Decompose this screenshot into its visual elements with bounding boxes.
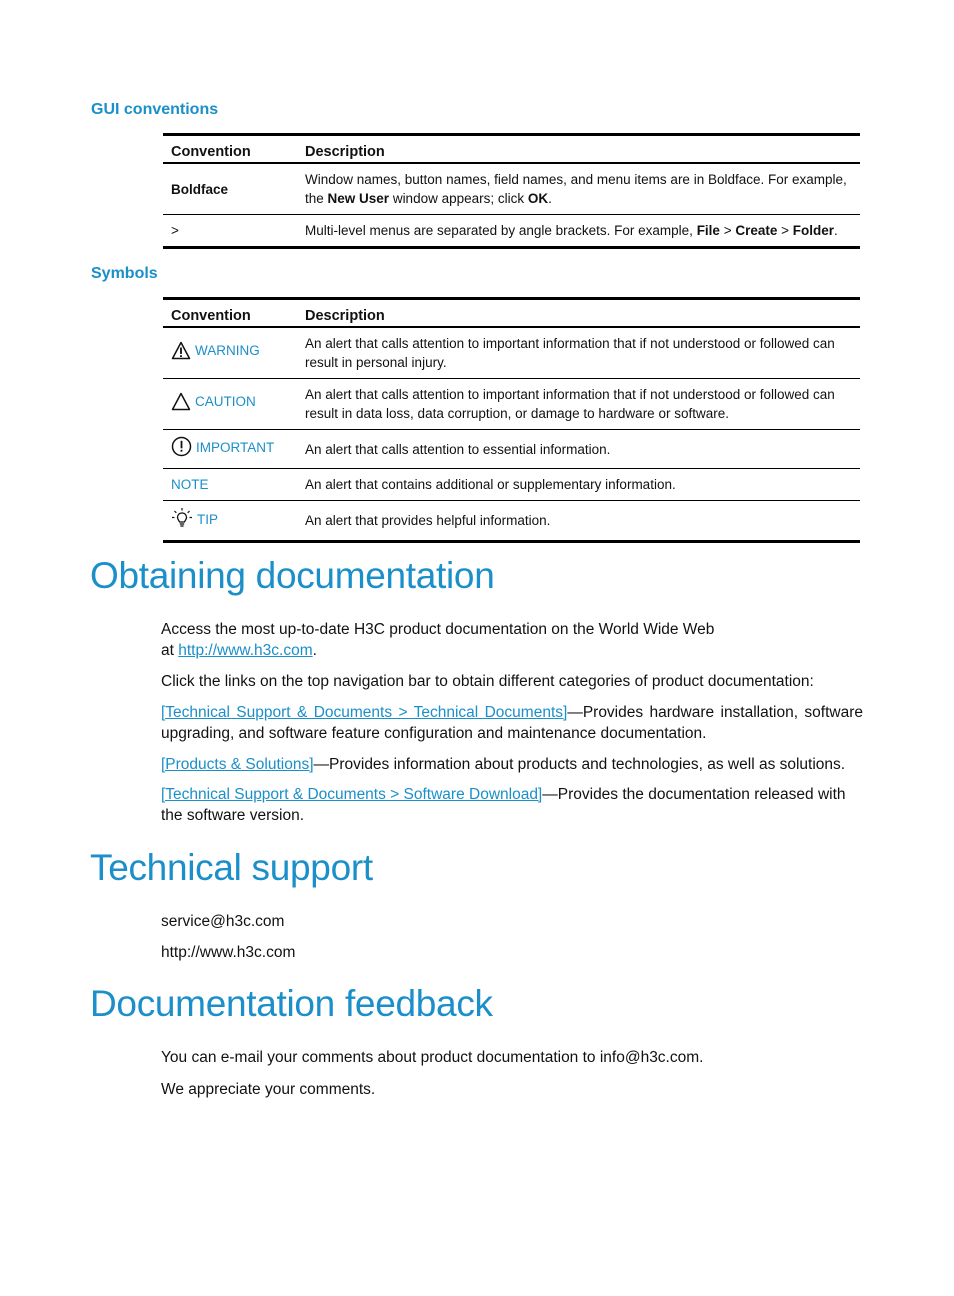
table-row <box>163 469 860 501</box>
column-header-description: Description <box>297 299 860 328</box>
paragraph-text: —Provides hardware installation, software upgrading, and software feature configuration and maintenance documentation. <box>161 704 863 742</box>
description-text: . <box>834 223 838 238</box>
paragraph-text: . <box>312 642 317 659</box>
description-text: Multi-level menus are separated by angle brackets. For example, <box>305 223 697 238</box>
description-text: > <box>777 223 793 238</box>
table-row <box>163 215 860 248</box>
feedback-paragraph: You can e-mail your comments about product documentation to info@h3c.com. <box>161 1049 704 1066</box>
symbol-cell <box>163 469 297 501</box>
table-header-row <box>163 135 860 164</box>
symbol-cell <box>163 379 297 430</box>
table-header-row <box>163 299 860 328</box>
caution-icon <box>171 392 191 411</box>
table-row <box>163 327 860 379</box>
description-cell: An alert that calls attention to essential information. <box>297 430 860 469</box>
technical-documents-link[interactable]: [Technical Support & Documents > Technical Documents] <box>161 704 568 721</box>
paragraph-text: —Provides the documentation released with the software version. <box>161 786 846 824</box>
description-text: > <box>719 223 736 238</box>
warning-icon <box>171 341 191 360</box>
software-download-paragraph <box>161 784 863 826</box>
table-row <box>163 163 860 215</box>
bold-term: OK <box>527 191 549 206</box>
support-website: http://www.h3c.com <box>161 944 296 961</box>
symbol-cell <box>163 430 297 469</box>
column-header-convention: Convention <box>163 299 297 328</box>
symbol-cell <box>163 327 297 379</box>
technical-documents-paragraph <box>161 702 863 744</box>
obtaining-documentation-heading: Obtaining documentation <box>90 555 495 596</box>
h3c-website-link[interactable]: http://www.h3c.com <box>178 642 313 659</box>
bold-term: New User <box>327 191 390 206</box>
symbols-heading: Symbols <box>91 265 158 282</box>
paragraph-text: —Provides information about products and technologies, as well as solutions. <box>313 756 846 773</box>
paragraph-text: at <box>161 642 179 659</box>
documentation-feedback-heading: Documentation feedback <box>90 983 493 1024</box>
gui-conventions-heading: GUI conventions <box>91 101 219 118</box>
tip-icon <box>171 507 193 529</box>
gui-conventions-table <box>163 133 860 249</box>
description-cell: An alert that calls attention to important information that if not understood or followed can result in personal injury. <box>305 336 835 370</box>
bold-term: Folder <box>792 223 835 238</box>
bold-term: Create <box>735 223 778 238</box>
paragraph-text: Access the most up-to-date H3C product documentation on the World Wide Web <box>161 621 715 638</box>
description-cell <box>297 215 860 248</box>
products-solutions-link[interactable]: [Products & Solutions] <box>161 756 314 773</box>
table-row <box>163 501 860 542</box>
symbol-label: CAUTION <box>195 394 256 409</box>
symbols-table <box>163 297 860 543</box>
description-cell: An alert that calls attention to important information that if not understood or followed can result in data loss, data corruption, or damage to hardware or software. <box>297 379 860 430</box>
software-download-link[interactable]: [Technical Support & Documents > Software Download] <box>161 786 543 803</box>
important-icon <box>171 436 192 457</box>
column-header-convention: Convention <box>163 135 297 164</box>
symbol-label: WARNING <box>195 343 260 358</box>
description-cell: An alert that contains additional or supplementary information. <box>297 469 860 501</box>
symbol-label: TIP <box>197 512 219 527</box>
bold-term: File <box>696 223 720 238</box>
access-paragraph <box>161 619 863 661</box>
technical-support-heading: Technical support <box>90 847 373 888</box>
symbol-cell <box>163 501 297 542</box>
description-text: window appears; click <box>389 191 528 206</box>
description-text: . <box>548 191 552 206</box>
table-row <box>163 379 860 430</box>
navigation-paragraph: Click the links on the top navigation bar to obtain different categories of product documentation: <box>161 673 814 690</box>
convention-cell: > <box>163 215 297 248</box>
symbol-label: IMPORTANT <box>196 440 275 455</box>
table-row <box>163 430 860 469</box>
convention-cell: Boldface <box>171 181 229 197</box>
description-cell: An alert that provides helpful information. <box>297 501 860 542</box>
description-text: Window names, button names, field names, and menu items are in Boldface. For example, the <box>305 172 847 206</box>
symbol-label: NOTE <box>171 477 209 492</box>
support-email: service@h3c.com <box>161 913 285 930</box>
column-header-description: Description <box>297 135 860 164</box>
products-solutions-paragraph <box>161 754 863 775</box>
description-cell <box>297 163 860 215</box>
appreciation-paragraph: We appreciate your comments. <box>161 1081 376 1098</box>
